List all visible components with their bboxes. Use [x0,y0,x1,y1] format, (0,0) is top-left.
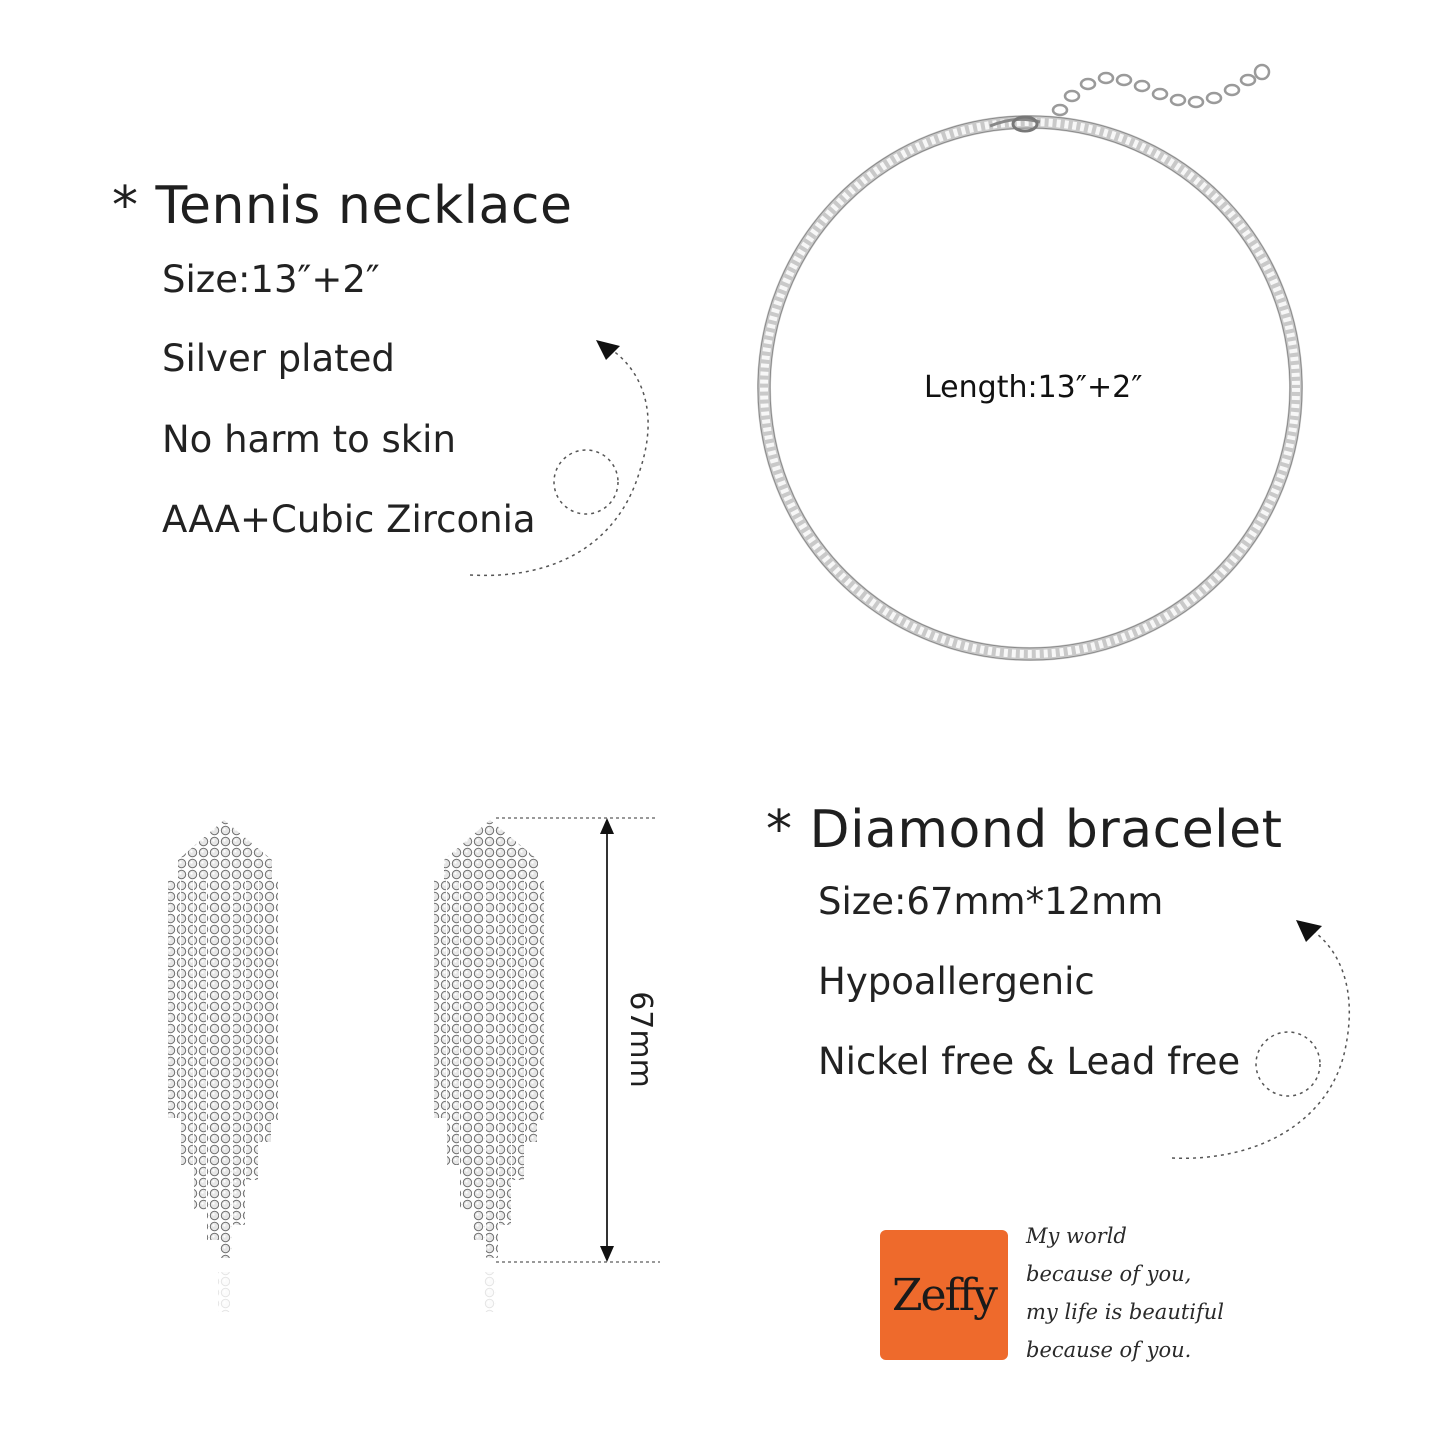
necklace-feature-size: Size:13″+2″ [162,258,380,301]
earring-left-image [168,820,278,1258]
earring-right-image [434,820,544,1258]
tennis-necklace-image [758,65,1302,660]
dimension-label: 67mm [622,991,658,1088]
arrow-head-icon [596,340,620,360]
arrow-head-icon-2 [1296,920,1322,942]
bracelet-feature-size: Size:67mm*12mm [818,880,1164,923]
bracelet-feature-nickel-lead: Nickel free & Lead free [818,1040,1241,1083]
necklace-feature-plating: Silver plated [162,337,395,380]
necklace-feature-zirconia: AAA+Cubic Zirconia [162,498,536,541]
necklace-heading: * Tennis necklace [112,176,573,236]
slogan-line-4: because of you. [1026,1338,1192,1362]
necklace-length-label: Length:13″+2″ [924,370,1143,405]
slogan-line-1: My world [1026,1224,1127,1248]
slogan-line-3: my life is beautiful [1026,1300,1225,1324]
slogan-line-2: because of you, [1026,1262,1192,1286]
brand-logo [880,1230,1008,1360]
dotted-arrow-decoration [470,350,648,575]
necklace-feature-skin: No harm to skin [162,418,456,461]
bracelet-heading: * Diamond bracelet [766,800,1283,860]
bracelet-feature-hypoallergenic: Hypoallergenic [818,960,1095,1003]
brand-logo-text: Zeffy [891,1269,997,1321]
